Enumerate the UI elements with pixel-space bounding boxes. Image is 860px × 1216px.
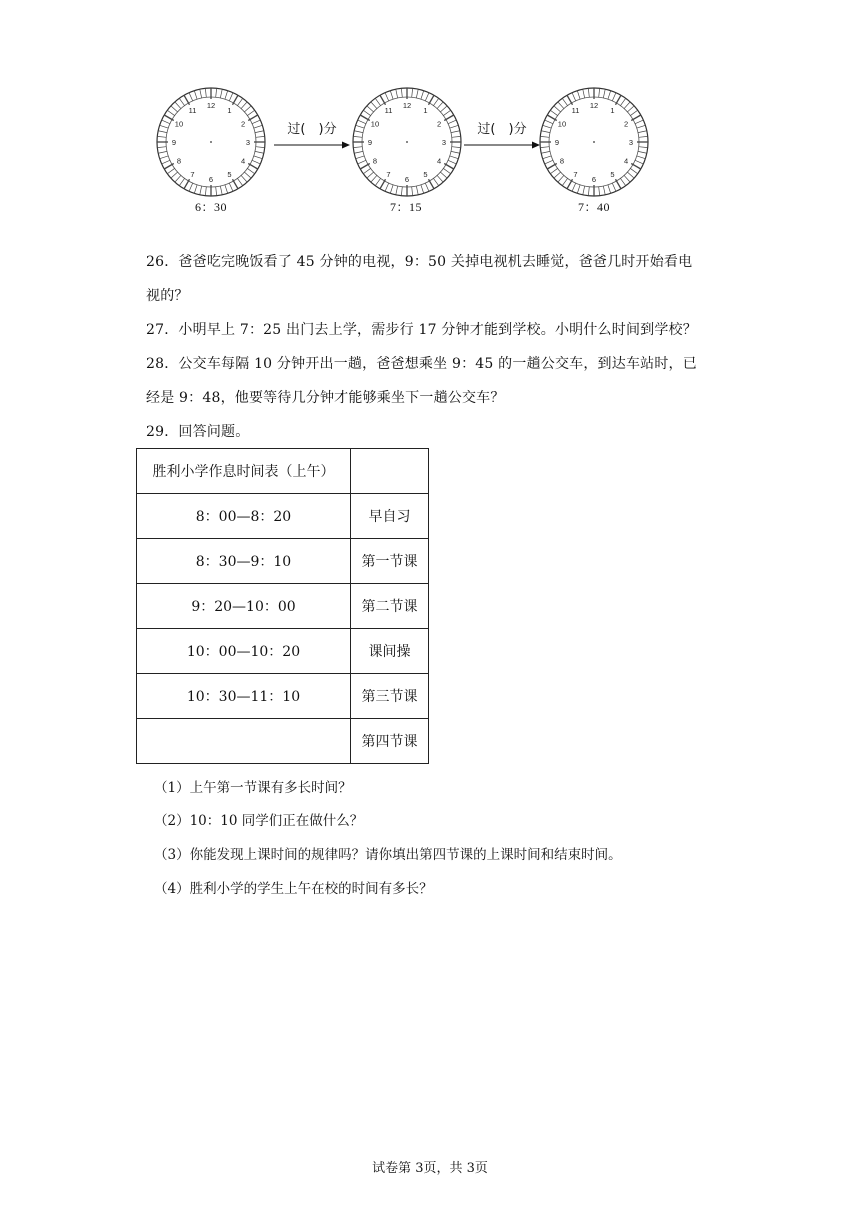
clock-tick (358, 160, 366, 164)
sub-question-1: （1）上午第一节课有多长时间？ (154, 780, 352, 796)
clock-tick (401, 88, 402, 97)
clock-tick (562, 178, 567, 185)
clock-tick (412, 88, 413, 97)
clock-tick (543, 156, 552, 159)
clock-tick (547, 164, 557, 170)
clock-face-icon (538, 86, 650, 198)
clock-tick (380, 95, 386, 105)
clock-tick (164, 115, 174, 121)
clock-tick (540, 136, 549, 137)
clock-tick (229, 93, 233, 101)
clock-tick (627, 172, 634, 178)
clock-tick (396, 186, 398, 195)
activity-cell: 课间操 (351, 629, 429, 674)
clock-tick (588, 187, 589, 196)
clock-tick (375, 98, 380, 105)
clock-tick (252, 120, 260, 124)
clock-tick (248, 164, 258, 170)
schedule-table (136, 448, 429, 764)
activity-cell: 第一节课 (351, 539, 429, 584)
clock-tick (639, 136, 648, 137)
clock-tick (635, 160, 643, 164)
clock-1 (155, 86, 267, 198)
right-arrow-icon (272, 140, 352, 150)
clock-tick (443, 168, 450, 173)
clock-tick (631, 115, 641, 121)
sub-question-4: （4）胜利小学的学生上午在校的时间有多长？ (154, 881, 433, 897)
clock-face-icon (351, 86, 463, 198)
clock-number: 5 (610, 170, 615, 180)
clock-3 (538, 86, 650, 198)
clock-tick (562, 98, 567, 105)
clock-tick (194, 91, 197, 100)
clock-tick (396, 89, 398, 98)
clock-number: 3 (245, 138, 251, 147)
clock-number: 9 (367, 138, 373, 147)
arrow-1-label: 过( )分 (287, 122, 337, 137)
clock-tick (167, 110, 174, 115)
clock-tick (205, 88, 206, 97)
clock-tick (437, 175, 443, 182)
clock-3-time: 7：40 (577, 200, 610, 214)
clock-tick (440, 106, 447, 112)
clock-tick (356, 125, 365, 128)
clock-tick (254, 156, 263, 159)
clock-number: 8 (559, 156, 565, 166)
clock-tick (425, 183, 429, 191)
sub-question-2: （2）10：10 同学们正在做什么？ (154, 813, 364, 829)
clock-tick (451, 151, 460, 153)
clock-tick (162, 120, 170, 124)
clock-tick (233, 95, 239, 105)
clock-tick (421, 185, 424, 194)
clock-2-time: 7：15 (389, 200, 422, 214)
clock-tick (630, 168, 637, 173)
clock-tick (385, 183, 389, 191)
clock-tick (179, 178, 184, 185)
question-28-line-1: 28．公交车每隔 10 分钟开出一趟，爸爸想乘坐 9：45 的一趟公交车，到达车站时，已 (146, 356, 697, 372)
right-arrow-icon (462, 140, 542, 150)
clock-tick (639, 147, 648, 148)
clock-tick (254, 125, 263, 128)
clock-tick (425, 93, 429, 101)
arrow-1 (272, 118, 352, 150)
time-cell: 9：20—10：00 (137, 584, 351, 629)
clock-tick (612, 183, 616, 191)
clock-number: 11 (571, 105, 580, 115)
clock-tick (233, 179, 239, 189)
clock-tick (220, 186, 222, 195)
clock-number: 9 (171, 138, 177, 147)
clock-tick (440, 172, 447, 178)
clock-tick (256, 147, 265, 148)
clock-tick (624, 102, 630, 109)
clock-number: 7 (190, 170, 195, 180)
clock-number: 10 (370, 119, 380, 129)
time-cell-blank (137, 719, 351, 764)
clock-face-icon (155, 86, 267, 198)
clock-tick (353, 136, 362, 137)
clock-tick (588, 88, 589, 97)
clock-tick (558, 175, 564, 182)
clock-tick (167, 168, 174, 173)
clock-tick (171, 172, 178, 178)
clock-tick (433, 178, 438, 185)
sub-question-3: （3）你能发现上课时间的规律吗？请你填出第四节课的上课时间和结束时间。 (154, 847, 622, 863)
clock-number: 6 (208, 175, 214, 184)
clock-number: 1 (227, 105, 232, 115)
clock-tick (554, 172, 561, 178)
clock-tick (360, 164, 370, 170)
clock-tick (608, 185, 611, 194)
question-29: 29．回答问题。 (146, 424, 250, 440)
clock-tick (255, 131, 264, 133)
clock-tick (624, 175, 630, 182)
clock-tick (620, 98, 625, 105)
clock-tick (450, 125, 459, 128)
clock-tick (567, 95, 573, 105)
clock-number: 11 (188, 105, 197, 115)
clock-tick (244, 106, 251, 112)
arrow-2-label: 过( )分 (477, 122, 527, 137)
clock-center-dot (593, 141, 595, 143)
clock-tick (371, 175, 377, 182)
time-cell: 8：00—8：20 (137, 494, 351, 539)
clock-tick (390, 91, 393, 100)
clock-1-time: 6：30 (194, 200, 227, 214)
clock-2 (351, 86, 463, 198)
clock-tick (421, 91, 424, 100)
clock-tick (545, 160, 553, 164)
clock-number: 1 (423, 105, 428, 115)
clock-tick (229, 183, 233, 191)
clock-tick (412, 187, 413, 196)
clock-number: 12 (589, 101, 599, 110)
clock-tick (616, 95, 622, 105)
clock-tick (200, 186, 202, 195)
clock-number: 12 (206, 101, 216, 110)
clock-number: 5 (227, 170, 232, 180)
clock-tick (194, 185, 197, 194)
clock-tick (572, 183, 576, 191)
table-row (137, 584, 429, 629)
clock-tick (158, 151, 167, 153)
clock-tick (416, 89, 418, 98)
clock-tick (354, 151, 363, 153)
clock-number: 5 (423, 170, 428, 180)
clock-tick (241, 102, 247, 109)
clock-tick (255, 151, 264, 153)
clock-tick (175, 175, 181, 182)
clock-tick (583, 89, 585, 98)
clock-number: 7 (573, 170, 578, 180)
clock-tick (616, 179, 622, 189)
clock-tick (452, 136, 461, 137)
clock-number: 4 (623, 156, 629, 166)
clock-tick (158, 131, 167, 133)
clock-tick (363, 110, 370, 115)
clock-tick (189, 93, 193, 101)
clock-number: 8 (372, 156, 378, 166)
clock-tick (550, 110, 557, 115)
clock-tick (380, 179, 386, 189)
clock-tick (247, 168, 254, 173)
clock-tick (550, 168, 557, 173)
clock-number: 7 (386, 170, 391, 180)
clock-tick (189, 183, 193, 191)
clock-tick (638, 131, 647, 133)
clock-tick (583, 186, 585, 195)
clock-tick (448, 120, 456, 124)
clock-tick (385, 93, 389, 101)
clock-tick (638, 151, 647, 153)
activity-cell: 第四节课 (351, 719, 429, 764)
clock-number: 6 (591, 175, 597, 184)
clock-tick (545, 120, 553, 124)
clock-tick (157, 136, 166, 137)
clock-tick (160, 125, 169, 128)
clock-number: 11 (384, 105, 393, 115)
clock-tick (225, 91, 228, 100)
activity-cell: 早自习 (351, 494, 429, 539)
clock-tick (175, 102, 181, 109)
clock-tick (157, 147, 166, 148)
clock-tick (416, 186, 418, 195)
clock-tick (547, 115, 557, 121)
table-header-empty-cell (351, 449, 429, 494)
clock-tick (356, 156, 365, 159)
clock-number: 4 (240, 156, 246, 166)
clock-number: 2 (240, 119, 246, 129)
clock-tick (577, 185, 580, 194)
clock-tick (599, 187, 600, 196)
activity-cell: 第二节课 (351, 584, 429, 629)
clock-tick (247, 110, 254, 115)
page-footer: 试卷第 3页，共 3页 (372, 1161, 488, 1176)
clock-tick (444, 164, 454, 170)
clock-tick (237, 98, 242, 105)
clock-tick (162, 160, 170, 164)
time-cell: 10：30—11：10 (137, 674, 351, 719)
clock-tick (448, 160, 456, 164)
clock-number: 8 (176, 156, 182, 166)
clock-tick (620, 178, 625, 185)
clock-tick (567, 179, 573, 189)
clock-tick (367, 106, 374, 112)
clock-tick (216, 88, 217, 97)
clock-tick (160, 156, 169, 159)
clock-tick (220, 89, 222, 98)
clock-number: 3 (441, 138, 447, 147)
clock-number: 10 (557, 119, 567, 129)
clock-tick (452, 147, 461, 148)
clock-tick (451, 131, 460, 133)
clock-tick (612, 93, 616, 101)
table-row (137, 539, 429, 584)
clock-tick (608, 91, 611, 100)
clock-tick (401, 187, 402, 196)
clock-tick (631, 164, 641, 170)
clock-tick (256, 136, 265, 137)
table-row (137, 719, 429, 764)
clock-tick (637, 156, 646, 159)
clock-tick (241, 175, 247, 182)
table-header-row (137, 449, 429, 494)
clock-tick (603, 186, 605, 195)
clock-tick (437, 102, 443, 109)
clock-number: 3 (628, 138, 634, 147)
clock-tick (200, 89, 202, 98)
clock-tick (184, 95, 190, 105)
clock-tick (577, 91, 580, 100)
clock-tick (433, 98, 438, 105)
clock-tick (627, 106, 634, 112)
clock-tick (354, 131, 363, 133)
table-title: 胜利小学作息时间表（上午） (137, 449, 351, 494)
clock-tick (360, 115, 370, 121)
clock-number: 12 (402, 101, 412, 110)
clock-tick (216, 187, 217, 196)
clock-tick (543, 125, 552, 128)
clock-tick (572, 93, 576, 101)
clock-tick (554, 106, 561, 112)
clock-tick (164, 164, 174, 170)
clock-tick (429, 179, 435, 189)
activity-cell: 第三节课 (351, 674, 429, 719)
clock-tick (225, 185, 228, 194)
question-28-line-2: 经是 9：48，他要等待几分钟才能够乘坐下一趟公交车？ (146, 390, 505, 406)
clock-number: 2 (436, 119, 442, 129)
clock-tick (375, 178, 380, 185)
clock-number: 9 (554, 138, 560, 147)
clock-tick (444, 115, 454, 121)
clock-number: 4 (436, 156, 442, 166)
clock-tick (637, 125, 646, 128)
clock-tick (363, 168, 370, 173)
clock-tick (248, 115, 258, 121)
clock-number: 2 (623, 119, 629, 129)
clock-tick (603, 89, 605, 98)
clock-tick (635, 120, 643, 124)
clock-tick (371, 102, 377, 109)
clock-tick (540, 147, 549, 148)
clock-tick (252, 160, 260, 164)
clock-tick (171, 106, 178, 112)
clock-tick (358, 120, 366, 124)
question-26-line-2: 视的？ (146, 288, 189, 304)
table-row (137, 494, 429, 539)
clock-tick (184, 179, 190, 189)
clock-tick (179, 98, 184, 105)
clock-center-dot (406, 141, 408, 143)
clock-tick (205, 187, 206, 196)
clock-tick (244, 172, 251, 178)
clock-tick (237, 178, 242, 185)
clock-tick (353, 147, 362, 148)
clock-number: 10 (174, 119, 184, 129)
clock-tick (429, 95, 435, 105)
table-row (137, 629, 429, 674)
clock-tick (541, 151, 550, 153)
clock-tick (558, 102, 564, 109)
arrow-2 (462, 118, 542, 150)
table-row (137, 674, 429, 719)
clock-number: 1 (610, 105, 615, 115)
question-26-line-1: 26．爸爸吃完晚饭看了 45 分钟的电视，9：50 关掉电视机去睡觉，爸爸几时开始看电 (146, 254, 693, 270)
clock-tick (443, 110, 450, 115)
clock-center-dot (210, 141, 212, 143)
clock-tick (541, 131, 550, 133)
clock-tick (367, 172, 374, 178)
question-27: 27．小明早上 7：25 出门去上学，需步行 17 分钟才能到学校。小明什么时间到学校？ (146, 322, 697, 338)
clock-number: 6 (404, 175, 410, 184)
clock-tick (630, 110, 637, 115)
clock-tick (599, 88, 600, 97)
time-cell: 10：00—10：20 (137, 629, 351, 674)
clock-tick (450, 156, 459, 159)
time-cell: 8：30—9：10 (137, 539, 351, 584)
clock-tick (390, 185, 393, 194)
